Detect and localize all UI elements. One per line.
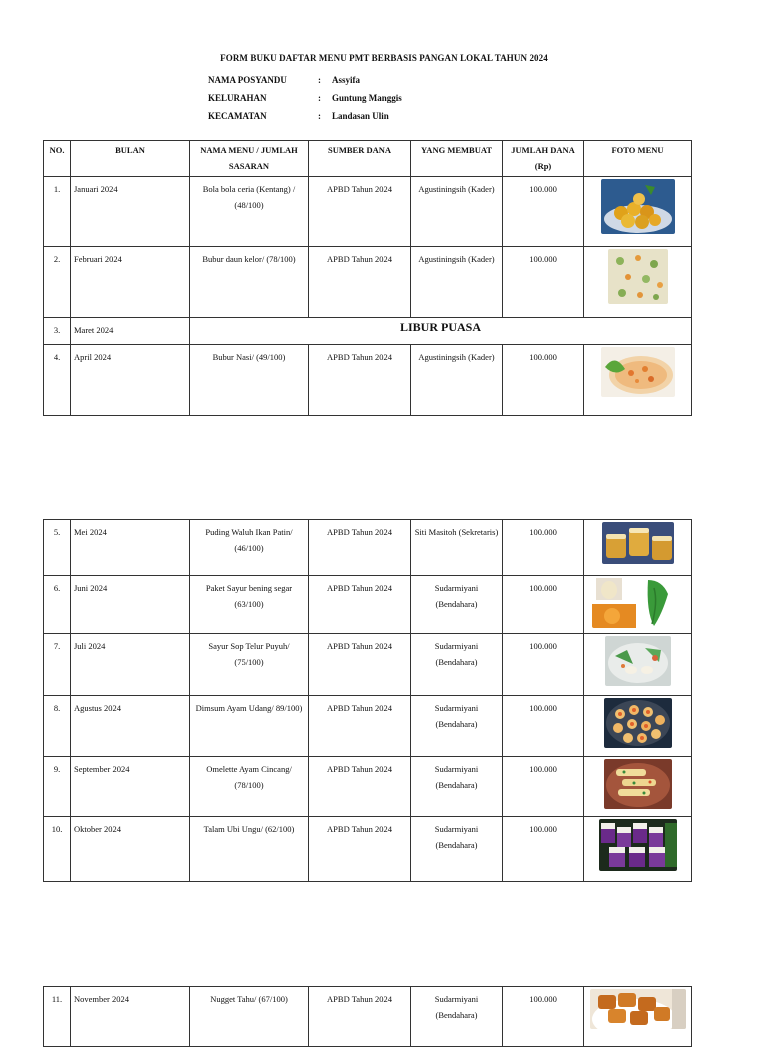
row-menu: Omelette Ayam Cincang/ (78/100) [190,757,309,817]
dimsum-photo [604,698,672,748]
row-sumber: APBD Tahun 2024 [309,634,411,696]
info-label: KELURAHAN [208,93,267,103]
row-no: 9. [44,757,71,817]
row-pembuat: Sudarmiyani (Bendahara) [411,634,503,696]
table-row [44,757,692,817]
table-row [44,247,692,318]
row-bulan: April 2024 [71,345,190,416]
table-row [44,696,692,757]
info-value: Assyifa [332,75,361,85]
row-menu: Nugget Tahu/ (67/100) [190,987,309,1047]
row-bulan: September 2024 [71,757,190,817]
row-menu: Bubur daun kelor/ (78/100) [190,247,309,318]
menu-table-page-1 [43,140,692,416]
row-sumber: APBD Tahun 2024 [309,247,411,318]
row-bulan: Maret 2024 [71,318,190,345]
row-foto [584,757,692,817]
row-dana: 100.000 [503,987,584,1047]
row-no: 5. [44,520,71,576]
row-sumber: APBD Tahun 2024 [309,696,411,757]
omelette-photo [604,759,672,809]
row-sumber: APBD Tahun 2024 [309,177,411,247]
row-dana: 100.000 [503,345,584,416]
row-sumber: APBD Tahun 2024 [309,520,411,576]
row-sumber: APBD Tahun 2024 [309,987,411,1047]
row-foto [584,576,692,634]
row-pembuat: Sudarmiyani (Bendahara) [411,696,503,757]
rice-porridge-photo [601,347,675,397]
row-menu: Bola bola ceria (Kentang) / (48/100) [190,177,309,247]
row-no: 7. [44,634,71,696]
row-menu: Bubur Nasi/ (49/100) [190,345,309,416]
row-dana: 100.000 [503,177,584,247]
row-no: 1. [44,177,71,247]
row-dana: 100.000 [503,817,584,882]
row-sumber: APBD Tahun 2024 [309,757,411,817]
info-value: Guntung Manggis [332,93,402,103]
header-yang-membuat: YANG MEMBUAT [411,141,503,177]
row-menu: Paket Sayur bening segar (63/100) [190,576,309,634]
header-menu: NAMA MENU / JUMLAH SASARAN [190,141,309,177]
row-no: 6. [44,576,71,634]
vegetable-package-photo [592,578,684,628]
row-bulan: Februari 2024 [71,247,190,318]
row-foto [584,520,692,576]
header-no: NO. [44,141,71,177]
row-menu: Dimsum Ayam Udang/ 89/100) [190,696,309,757]
header-jumlah-dana: JUMLAH DANA (Rp) [503,141,584,177]
row-no: 4. [44,345,71,416]
row-foto [584,696,692,757]
info-value: Landasan Ulin [332,111,389,121]
pumpkin-pudding-photo [602,522,674,564]
row-no: 11. [44,987,71,1047]
purple-sweet-potato-cake-photo [599,819,677,871]
row-sumber: APBD Tahun 2024 [309,576,411,634]
row-bulan: Juli 2024 [71,634,190,696]
row-sumber: APBD Tahun 2024 [309,817,411,882]
document-title: FORM BUKU DAFTAR MENU PMT BERBASIS PANGAN LOKAL TAHUN 2024 [220,53,548,63]
row-foto [584,987,692,1047]
table-row [44,987,692,1047]
header-bulan: BULAN [71,141,190,177]
libur-puasa-label: LIBUR PUASA [190,318,692,345]
row-foto [584,817,692,882]
tofu-nugget-photo [590,989,686,1029]
row-pembuat: Sudarmiyani (Bendahara) [411,817,503,882]
row-foto [584,345,692,416]
row-dana: 100.000 [503,520,584,576]
header-foto-menu: FOTO MENU [584,141,692,177]
table-row [44,520,692,576]
row-pembuat: Sudarmiyani (Bendahara) [411,576,503,634]
table-row [44,177,692,247]
row-no: 2. [44,247,71,318]
table-header-row [44,141,692,177]
info-separator: : [318,75,321,85]
row-bulan: November 2024 [71,987,190,1047]
row-no: 8. [44,696,71,757]
row-dana: 100.000 [503,696,584,757]
row-foto [584,177,692,247]
row-foto [584,634,692,696]
info-label: NAMA POSYANDU [208,75,287,85]
table-row [44,634,692,696]
row-pembuat: Agustiningsih (Kader) [411,177,503,247]
menu-table-page-2 [43,519,692,882]
table-row [44,345,692,416]
table-row [44,817,692,882]
row-bulan: Januari 2024 [71,177,190,247]
info-label: KECAMATAN [208,111,267,121]
row-no: 10. [44,817,71,882]
table-row [44,576,692,634]
row-pembuat: Siti Masitoh (Sekretaris) [411,520,503,576]
row-pembuat: Sudarmiyani (Bendahara) [411,757,503,817]
row-dana: 100.000 [503,576,584,634]
row-dana: 100.000 [503,247,584,318]
menu-table-page-3 [43,986,692,1047]
row-foto [584,247,692,318]
row-bulan: Juni 2024 [71,576,190,634]
row-pembuat: Agustiningsih (Kader) [411,247,503,318]
row-menu: Talam Ubi Ungu/ (62/100) [190,817,309,882]
table-row-libur [44,318,692,345]
moringa-porridge-photo [608,249,668,304]
row-dana: 100.000 [503,634,584,696]
fried-potato-balls-photo [601,179,675,234]
quail-egg-soup-photo [605,636,671,686]
row-bulan: Agustus 2024 [71,696,190,757]
info-separator: : [318,93,321,103]
row-no: 3. [44,318,71,345]
row-menu: Sayur Sop Telur Puyuh/ (75/100) [190,634,309,696]
row-bulan: Mei 2024 [71,520,190,576]
row-pembuat: Agustiningsih (Kader) [411,345,503,416]
row-pembuat: Sudarmiyani (Bendahara) [411,987,503,1047]
row-sumber: APBD Tahun 2024 [309,345,411,416]
header-sumber-dana: SUMBER DANA [309,141,411,177]
row-bulan: Oktober 2024 [71,817,190,882]
row-dana: 100.000 [503,757,584,817]
info-separator: : [318,111,321,121]
row-menu: Puding Waluh Ikan Patin/ (46/100) [190,520,309,576]
